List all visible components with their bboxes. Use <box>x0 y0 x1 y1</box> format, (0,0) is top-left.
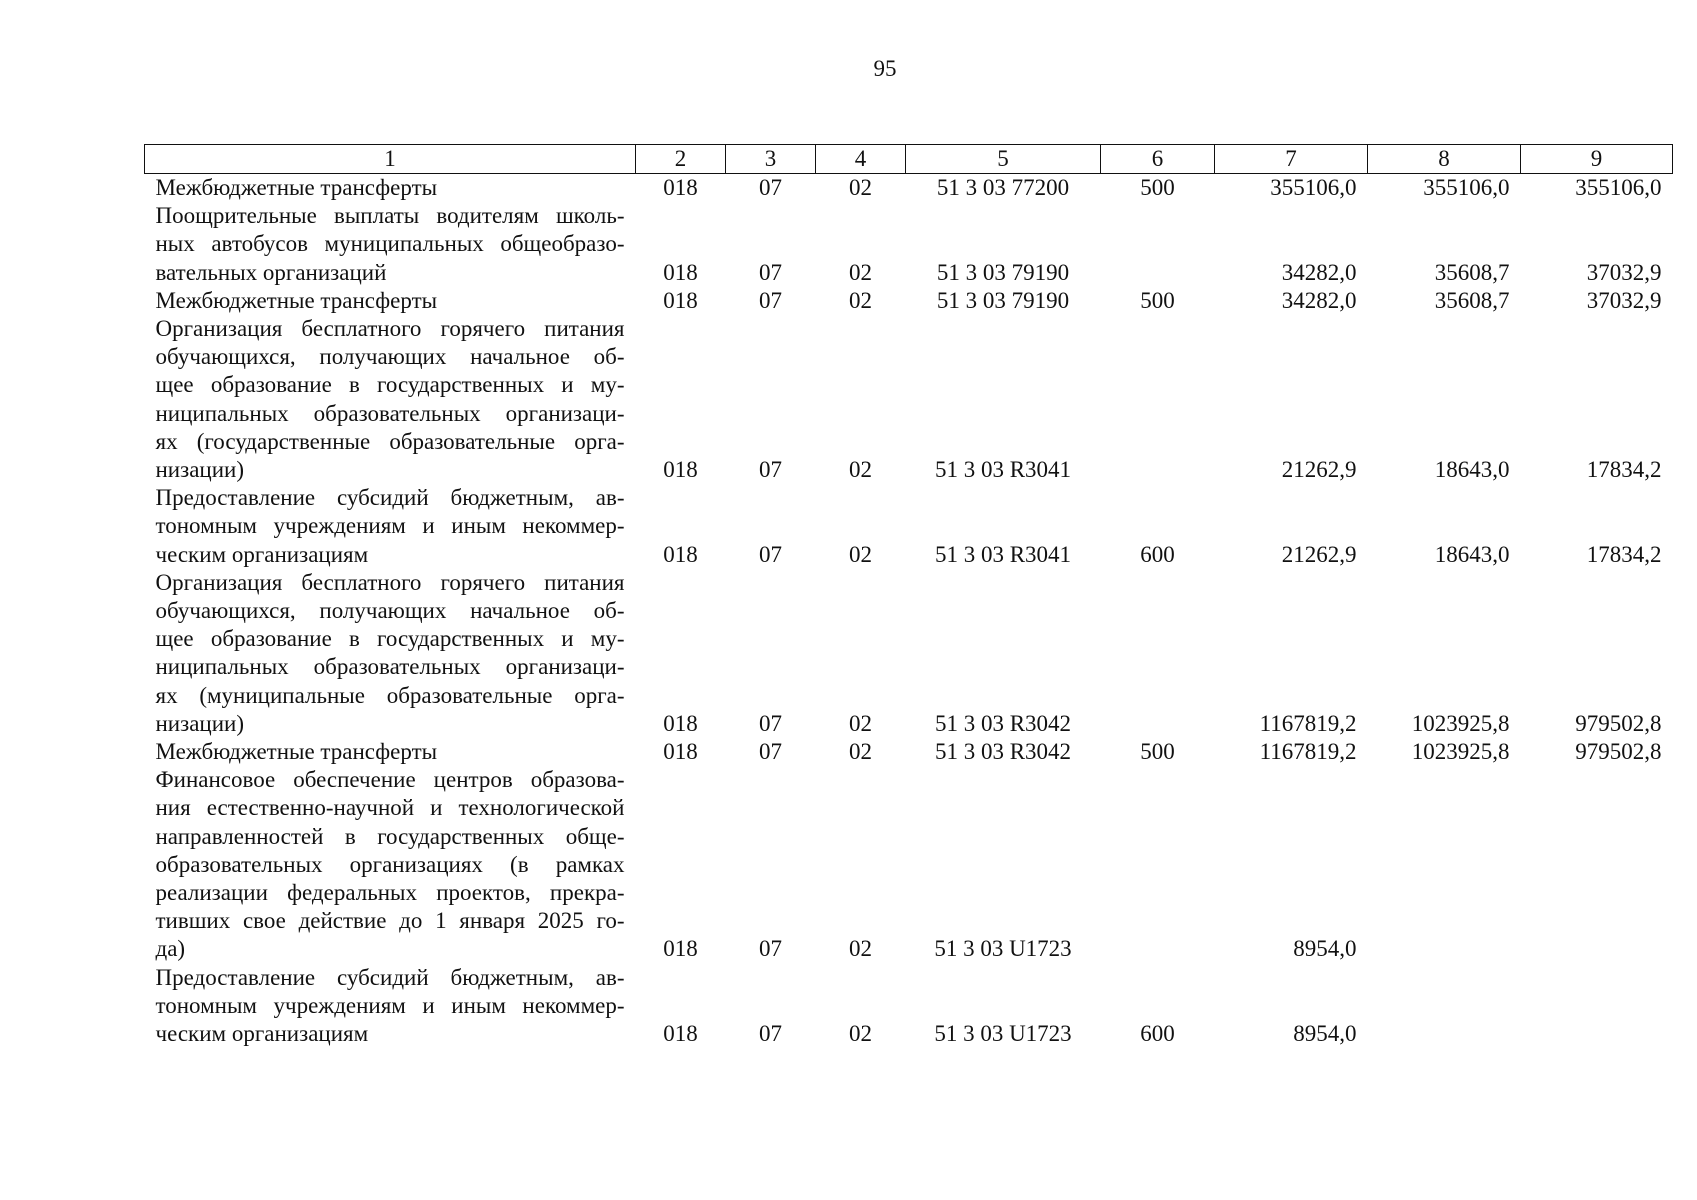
section-cell: 07 <box>759 541 782 567</box>
section-cell: 07 <box>759 936 782 962</box>
target-article-cell: 51 3 03 79190 <box>936 259 1070 285</box>
column-header-8: 8 <box>1368 145 1521 174</box>
section-cell: 07 <box>759 287 782 313</box>
amount-year2-cell: 35608,7 <box>1434 287 1510 313</box>
column-header-5: 5 <box>906 145 1101 174</box>
amount-year3-cell: 979502,8 <box>1575 739 1662 765</box>
amount-year3-cell <box>1521 964 1673 1049</box>
amount-year3-cell: 355106,0 <box>1575 175 1662 200</box>
description-line: низации) <box>155 457 244 483</box>
description-line: Организация бесплатного горячего питания <box>155 569 625 595</box>
target-article-cell: 51 3 03 R3042 <box>934 739 1072 765</box>
description-line: тономным учреждениям и иным некоммер- <box>155 513 625 539</box>
amount-year3-cell <box>1521 766 1673 963</box>
description-line: образовательных организациях (в рамках <box>155 851 625 877</box>
expense-type-cell <box>1101 202 1215 287</box>
amount-year2-cell: 18643,0 <box>1434 457 1510 483</box>
subsection-cell: 02 <box>849 739 872 765</box>
amount-year1-cell: 21262,9 <box>1281 457 1357 483</box>
description-line: низации) <box>155 710 244 736</box>
budget-table <box>144 144 1673 1048</box>
column-header-9: 9 <box>1521 145 1673 174</box>
target-article-cell: 51 3 03 R3041 <box>934 457 1072 483</box>
target-article-cell: 51 3 03 77200 <box>936 175 1070 200</box>
amount-year1-cell: 1167819,2 <box>1259 710 1357 736</box>
section-cell: 07 <box>759 710 782 736</box>
amount-year1-cell: 8954,0 <box>1293 1021 1357 1047</box>
admin-code-cell: 018 <box>663 287 698 313</box>
admin-code-cell: 018 <box>663 259 698 285</box>
subsection-cell: 02 <box>849 175 872 200</box>
admin-code-cell: 018 <box>663 457 698 483</box>
table-header <box>145 145 1673 174</box>
column-header-7: 7 <box>1215 145 1368 174</box>
description-line: ных автобусов муниципальных общеобразо- <box>155 231 625 257</box>
section-cell: 07 <box>759 175 782 200</box>
column-header-1: 1 <box>145 145 636 174</box>
description-line: ния естественно-научной и технологической <box>155 795 625 821</box>
description-line: ческим организациям <box>155 541 369 567</box>
expense-type-cell: 500 <box>1140 739 1175 765</box>
amount-year2-cell <box>1368 766 1521 963</box>
amount-year2-cell: 35608,7 <box>1434 259 1510 285</box>
expense-type-cell <box>1101 766 1215 963</box>
section-cell: 07 <box>759 457 782 483</box>
description-line: щее образование в государственных и му- <box>155 372 625 398</box>
subsection-cell: 02 <box>849 710 872 736</box>
expense-type-cell: 600 <box>1140 1021 1175 1047</box>
amount-year2-cell <box>1368 964 1521 1049</box>
description-line: Организация бесплатного горячего питания <box>155 316 625 342</box>
header-row <box>145 145 1673 174</box>
amount-year1-cell: 34282,0 <box>1281 287 1357 313</box>
description-line: реализации федеральных проектов, прекра- <box>155 880 625 906</box>
target-article-cell: 51 3 03 U1723 <box>934 1021 1072 1047</box>
description-line: ниципальных образовательных организаци- <box>155 400 625 426</box>
column-header-4: 4 <box>816 145 906 174</box>
expense-type-cell: 500 <box>1140 175 1175 200</box>
target-article-cell: 51 3 03 U1723 <box>934 936 1072 962</box>
amount-year3-cell: 37032,9 <box>1586 287 1662 313</box>
amount-year2-cell: 1023925,8 <box>1411 739 1510 765</box>
subsection-cell: 02 <box>849 541 872 567</box>
description-cell <box>145 738 636 766</box>
description-line: вательных организаций <box>155 259 387 285</box>
description-line: Предоставление субсидий бюджетным, ав- <box>155 485 625 511</box>
target-article-cell: 51 3 03 R3041 <box>934 541 1072 567</box>
table-row <box>145 738 1673 766</box>
table-row <box>145 202 1673 287</box>
expense-type-cell <box>1101 315 1215 484</box>
table-row <box>145 766 1673 963</box>
section-cell: 07 <box>759 1021 782 1047</box>
subsection-cell: 02 <box>849 287 872 313</box>
admin-code-cell: 018 <box>663 175 698 200</box>
description-line: ниципальных образовательных организаци- <box>155 654 625 680</box>
expense-type-cell <box>1101 569 1215 738</box>
description-line: тономным учреждениям и иным некоммер- <box>155 992 625 1018</box>
description-line: обучающихся, получающих начальное об- <box>155 598 625 624</box>
description-cell <box>145 174 636 203</box>
description-line: Межбюджетные трансферты <box>155 287 438 313</box>
subsection-cell: 02 <box>849 259 872 285</box>
amount-year1-cell: 8954,0 <box>1293 936 1357 962</box>
description-line: ческим организациям <box>155 1021 369 1047</box>
table-row <box>145 287 1673 315</box>
subsection-cell: 02 <box>849 1021 872 1047</box>
description-cell <box>145 484 636 569</box>
target-article-cell: 51 3 03 R3042 <box>934 710 1072 736</box>
description-cell <box>145 766 636 963</box>
expense-type-cell: 500 <box>1140 287 1175 313</box>
column-header-2: 2 <box>636 145 726 174</box>
description-line: Межбюджетные трансферты <box>155 739 438 765</box>
target-article-cell: 51 3 03 79190 <box>936 287 1070 313</box>
admin-code-cell: 018 <box>663 739 698 765</box>
page-number: 95 <box>873 56 897 81</box>
description-line: Межбюджетные трансферты <box>155 175 438 200</box>
amount-year2-cell: 18643,0 <box>1434 541 1510 567</box>
amount-year3-cell: 979502,8 <box>1575 710 1662 736</box>
admin-code-cell: 018 <box>663 936 698 962</box>
description-cell <box>145 315 636 484</box>
amount-year1-cell: 355106,0 <box>1270 175 1357 200</box>
subsection-cell: 02 <box>849 936 872 962</box>
admin-code-cell: 018 <box>663 541 698 567</box>
description-line: Предоставление субсидий бюджетным, ав- <box>155 964 625 990</box>
table-row <box>145 569 1673 738</box>
amount-year3-cell: 37032,9 <box>1586 259 1662 285</box>
description-line: Финансовое обеспечение центров образова- <box>155 767 625 793</box>
description-line: да) <box>155 936 186 962</box>
amount-year3-cell: 17834,2 <box>1586 541 1662 567</box>
description-line: тивших свое действие до 1 января 2025 го- <box>155 908 625 934</box>
description-line: щее образование в государственных и му- <box>155 626 625 652</box>
description-line: ях (муниципальные образовательные орга- <box>155 682 625 708</box>
description-line: направленностей в государственных обще- <box>155 823 625 849</box>
amount-year1-cell: 34282,0 <box>1281 259 1357 285</box>
amount-year1-cell: 21262,9 <box>1281 541 1357 567</box>
amount-year1-cell: 1167819,2 <box>1259 739 1357 765</box>
table-body <box>145 174 1673 1049</box>
description-cell <box>145 287 636 315</box>
amount-year2-cell: 355106,0 <box>1423 175 1510 200</box>
column-header-3: 3 <box>726 145 816 174</box>
description-cell <box>145 202 636 287</box>
table-row <box>145 964 1673 1049</box>
column-header-6: 6 <box>1101 145 1215 174</box>
table-row <box>145 174 1673 203</box>
description-cell <box>145 964 636 1049</box>
description-cell <box>145 569 636 738</box>
description-line: ях (государственные образовательные орга- <box>155 428 625 454</box>
subsection-cell: 02 <box>849 457 872 483</box>
expense-type-cell: 600 <box>1140 541 1175 567</box>
amount-year2-cell: 1023925,8 <box>1411 710 1510 736</box>
description-line: Поощрительные выплаты водителям школь- <box>155 203 625 229</box>
section-cell: 07 <box>759 739 782 765</box>
table-row <box>145 484 1673 569</box>
section-cell: 07 <box>759 259 782 285</box>
description-line: обучающихся, получающих начальное об- <box>155 344 625 370</box>
admin-code-cell: 018 <box>663 710 698 736</box>
admin-code-cell: 018 <box>663 1021 698 1047</box>
table-row <box>145 315 1673 484</box>
amount-year3-cell: 17834,2 <box>1586 457 1662 483</box>
